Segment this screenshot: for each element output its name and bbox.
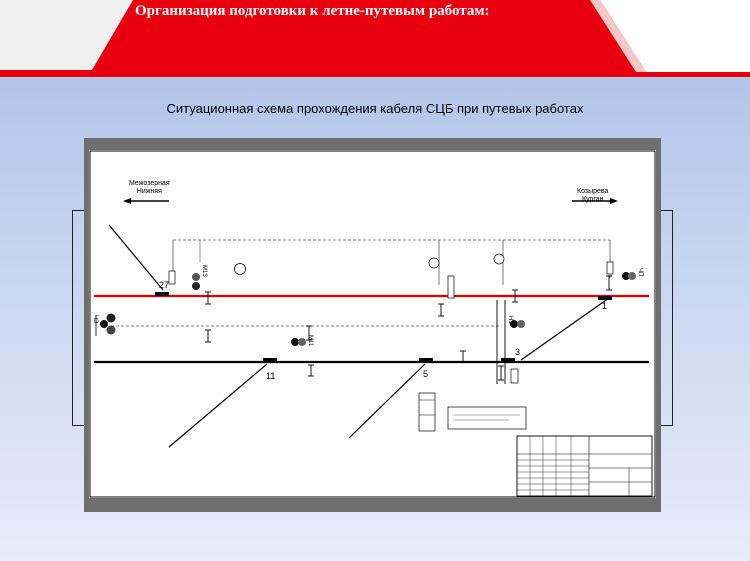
switch-27-label: 27	[159, 280, 170, 290]
right-bracket	[660, 210, 673, 426]
cabinet-27	[169, 271, 175, 284]
switch-1-marker	[598, 296, 612, 300]
note-box	[448, 407, 526, 429]
signal-label-m11: М11	[307, 335, 313, 347]
sheet-border	[90, 151, 655, 497]
arrow-left-head	[123, 198, 131, 204]
coupling-2	[429, 258, 439, 268]
switch-11-label: 11	[266, 371, 276, 381]
branch-1	[521, 298, 609, 360]
crossing-markers	[205, 276, 612, 384]
switch-11-marker	[263, 358, 277, 362]
direction-left-line2: Нижняя	[136, 188, 162, 195]
signal-left	[96, 314, 116, 337]
cable-route-sheet	[89, 150, 656, 498]
cable-route-diagram	[89, 150, 656, 498]
direction-right-label	[577, 188, 608, 204]
signal-label-right: ЧП	[637, 268, 643, 277]
cabinet-3	[511, 369, 518, 383]
signal-label-left: ЧЭ	[92, 315, 98, 324]
page-title: Организация подготовки к летне-путевым работам:	[135, 3, 490, 19]
cabinet-mid	[448, 276, 454, 298]
branch-27	[109, 225, 163, 290]
signal-m11	[291, 338, 306, 346]
coupling-1	[235, 264, 246, 275]
switch-3-marker	[501, 358, 515, 362]
legend-box	[419, 393, 435, 431]
arrow-right-head	[610, 198, 618, 204]
direction-right-line1: Козырева	[577, 188, 609, 195]
direction-right-line2: Курган	[581, 196, 604, 203]
switch-27-marker	[155, 292, 169, 296]
cabinet-1	[607, 262, 613, 274]
title-block	[517, 436, 652, 496]
diagram-title: Ситуационная схема прохождения кабеля СЦБ при путевых работах	[166, 101, 584, 116]
signal-right	[622, 272, 636, 280]
signal-m13	[192, 273, 200, 290]
switch-5-label: 5	[423, 369, 429, 379]
switch-1-label: 1	[602, 301, 608, 311]
direction-left-line1: Межозерная	[129, 180, 170, 187]
branch-11	[169, 364, 267, 447]
signal-label-n1: Н1	[507, 316, 513, 324]
branch-5	[349, 364, 425, 438]
switch-5-marker	[419, 358, 433, 362]
coupling-3	[494, 254, 504, 264]
direction-left-label	[129, 180, 170, 196]
switch-3-label: 3	[515, 347, 521, 357]
signal-label-m13: М13	[201, 265, 207, 277]
diagram-frame	[84, 138, 661, 512]
